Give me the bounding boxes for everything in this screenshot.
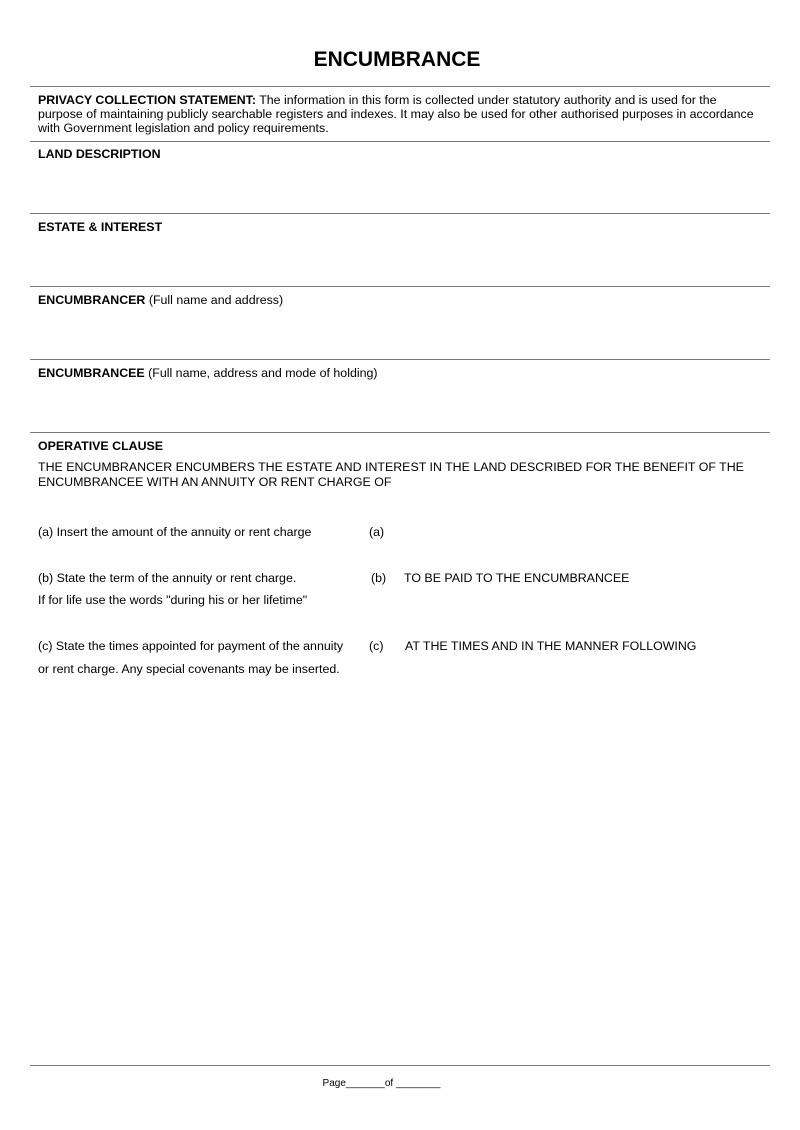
item-a-marker: (a) <box>369 525 385 539</box>
divider <box>30 141 770 142</box>
privacy-heading: PRIVACY COLLECTION STATEMENT: <box>38 93 256 107</box>
special-covenants-field[interactable] <box>30 690 770 1050</box>
encumbrancer-label <box>38 293 283 307</box>
encumbrancee-heading: ENCUMBRANCEE <box>38 366 145 380</box>
encumbrancer-field[interactable] <box>30 306 770 356</box>
privacy-collection-statement <box>38 93 764 136</box>
divider <box>30 286 770 287</box>
operative-clause-label: OPERATIVE CLAUSE <box>38 439 164 453</box>
page-label: Page <box>322 1078 346 1089</box>
page-footer <box>0 1078 763 1089</box>
encumbrancee-field[interactable] <box>30 379 770 429</box>
encumbrancer-note: (Full name and address) <box>145 293 284 307</box>
estate-interest-label: ESTATE & INTEREST <box>38 220 163 234</box>
privacy-text: The information in this form is collected under statutory authority and is used for the purpose of maintaining publicly searchable registers and indexes. It may also be used for other authorised purposes in accordance with Government legislation and policy requirements. <box>38 93 754 136</box>
item-b-instruction-note: If for life use the words "during his or her lifetime" <box>38 593 308 607</box>
item-c-marker: (c) <box>369 639 384 653</box>
land-description-field[interactable] <box>30 160 770 210</box>
of-label: of <box>384 1078 394 1089</box>
page-total-blank[interactable]: ________ <box>393 1078 441 1089</box>
encumbrancee-label <box>38 366 378 380</box>
encumbrancee-note: (Full name, address and mode of holding) <box>144 366 378 380</box>
item-c-instruction-note: or rent charge. Any special covenants may be inserted. <box>38 662 340 676</box>
divider <box>30 1065 770 1066</box>
item-c-instruction: (c) State the times appointed for payment of the annuity <box>38 639 344 653</box>
divider <box>30 432 770 433</box>
annuity-amount-field[interactable] <box>395 520 765 542</box>
divider <box>30 213 770 214</box>
item-b-text: TO BE PAID TO THE ENCUMBRANCEE <box>404 571 630 585</box>
item-c-text: AT THE TIMES AND IN THE MANNER FOLLOWING <box>405 639 697 653</box>
item-b-instruction: (b) State the term of the annuity or rent charge. <box>38 571 297 585</box>
divider <box>30 86 770 87</box>
document-title: ENCUMBRANCE <box>313 48 481 71</box>
item-a-instruction: (a) Insert the amount of the annuity or rent charge <box>38 525 312 539</box>
estate-interest-field[interactable] <box>30 233 770 283</box>
page-number-blank[interactable]: _______ <box>345 1078 385 1089</box>
operative-clause-text: THE ENCUMBRANCER ENCUMBERS THE ESTATE AND INTEREST IN THE LAND DESCRIBED FOR THE BENEFIT OF THE ENCUMBRANCEE WITH AN ANNUITY OR RENT CHARGE OF <box>38 460 744 489</box>
land-description-label: LAND DESCRIPTION <box>38 147 161 161</box>
divider <box>30 359 770 360</box>
encumbrancer-heading: ENCUMBRANCER <box>38 293 146 307</box>
item-b-marker: (b) <box>371 571 387 585</box>
